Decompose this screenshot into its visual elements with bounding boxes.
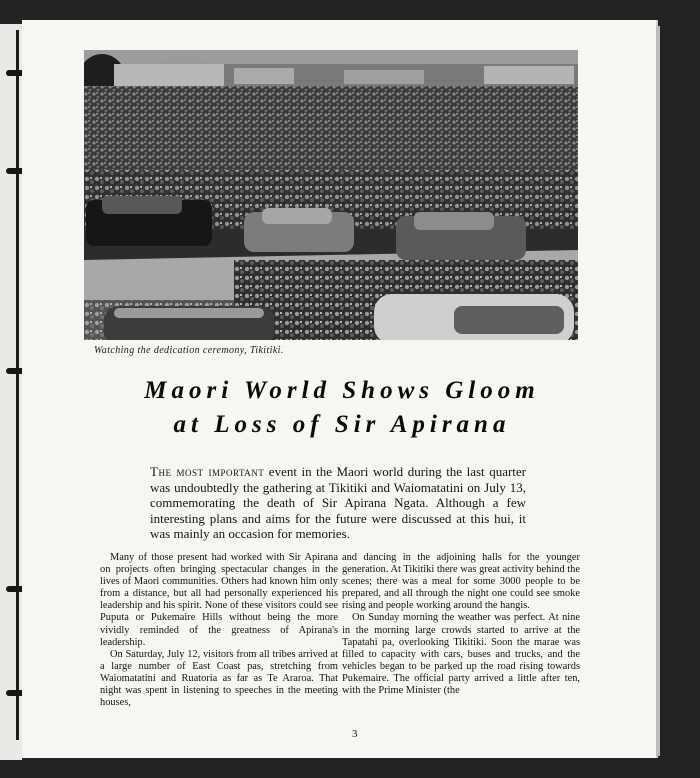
photo-caption: Watching the dedication ceremony, Tikitiki. <box>94 345 284 356</box>
article-headline <box>62 374 622 442</box>
page-edge-shadow <box>656 26 660 756</box>
page-number: 3 <box>352 728 358 740</box>
intro-lead: The most important <box>150 464 265 479</box>
crowd-at-ceremony-photo <box>84 50 578 340</box>
text-column-right <box>342 552 580 697</box>
paragraph: On Saturday, July 12, visitors from all tribes arrived at a large number of East Coast pas, stretching from Waiomatatini and Ruatoria as far as Te Araroa. That night was spent in listening to speeches in the meeting houses, <box>100 648 338 709</box>
paragraph: On Sunday morning the weather was perfect. At nine in the morning large crowds started to arrive at the Tapatahi pa, overlooking Tikitiki. Soon the marae was filled to capacity with cars, buses and trucks, and the vehicles began to be parked up the road rising towards Pukemaire. The official party arrived a little after ten, with the Prime Minister (the <box>342 612 580 697</box>
magazine-page <box>22 20 656 758</box>
paragraph: and dancing in the adjoining halls for the younger generation. At Tikitiki there was great activity behind the scenes; there was a meal for some 3000 people to be prepared, and all through the night one could see smoke rising and people working around the hangis. <box>342 552 580 612</box>
intro-text: event in the Maori world during the last quarter was undoubtedly the gathering at Tikitiki and Waiomatatini on July 13, commemorating the death of Sir Apirana Ngata. Although a few interesting plans and aims for the future were discussed at this hui, it was mainly an occasion for memories. <box>150 464 527 541</box>
book-binding <box>16 30 19 740</box>
photo-image <box>84 50 578 340</box>
headline-line-2: at Loss of Sir Apirana <box>173 411 511 438</box>
intro-paragraph <box>150 464 526 542</box>
paragraph: Many of those present had worked with Sir Apirana on projects often bringing spectacular changes in the lives of Maori communities. Others had known him only from a distance, but all had personally experienced his leadership and his spirit. None of these visitors could see Puputa or Pukemaire Hills without being the more vividly reminded of the greatness of Apirana's leadership. <box>100 552 338 648</box>
text-column-left <box>100 552 338 709</box>
headline-line-1: Maori World Shows Gloom <box>144 377 540 404</box>
